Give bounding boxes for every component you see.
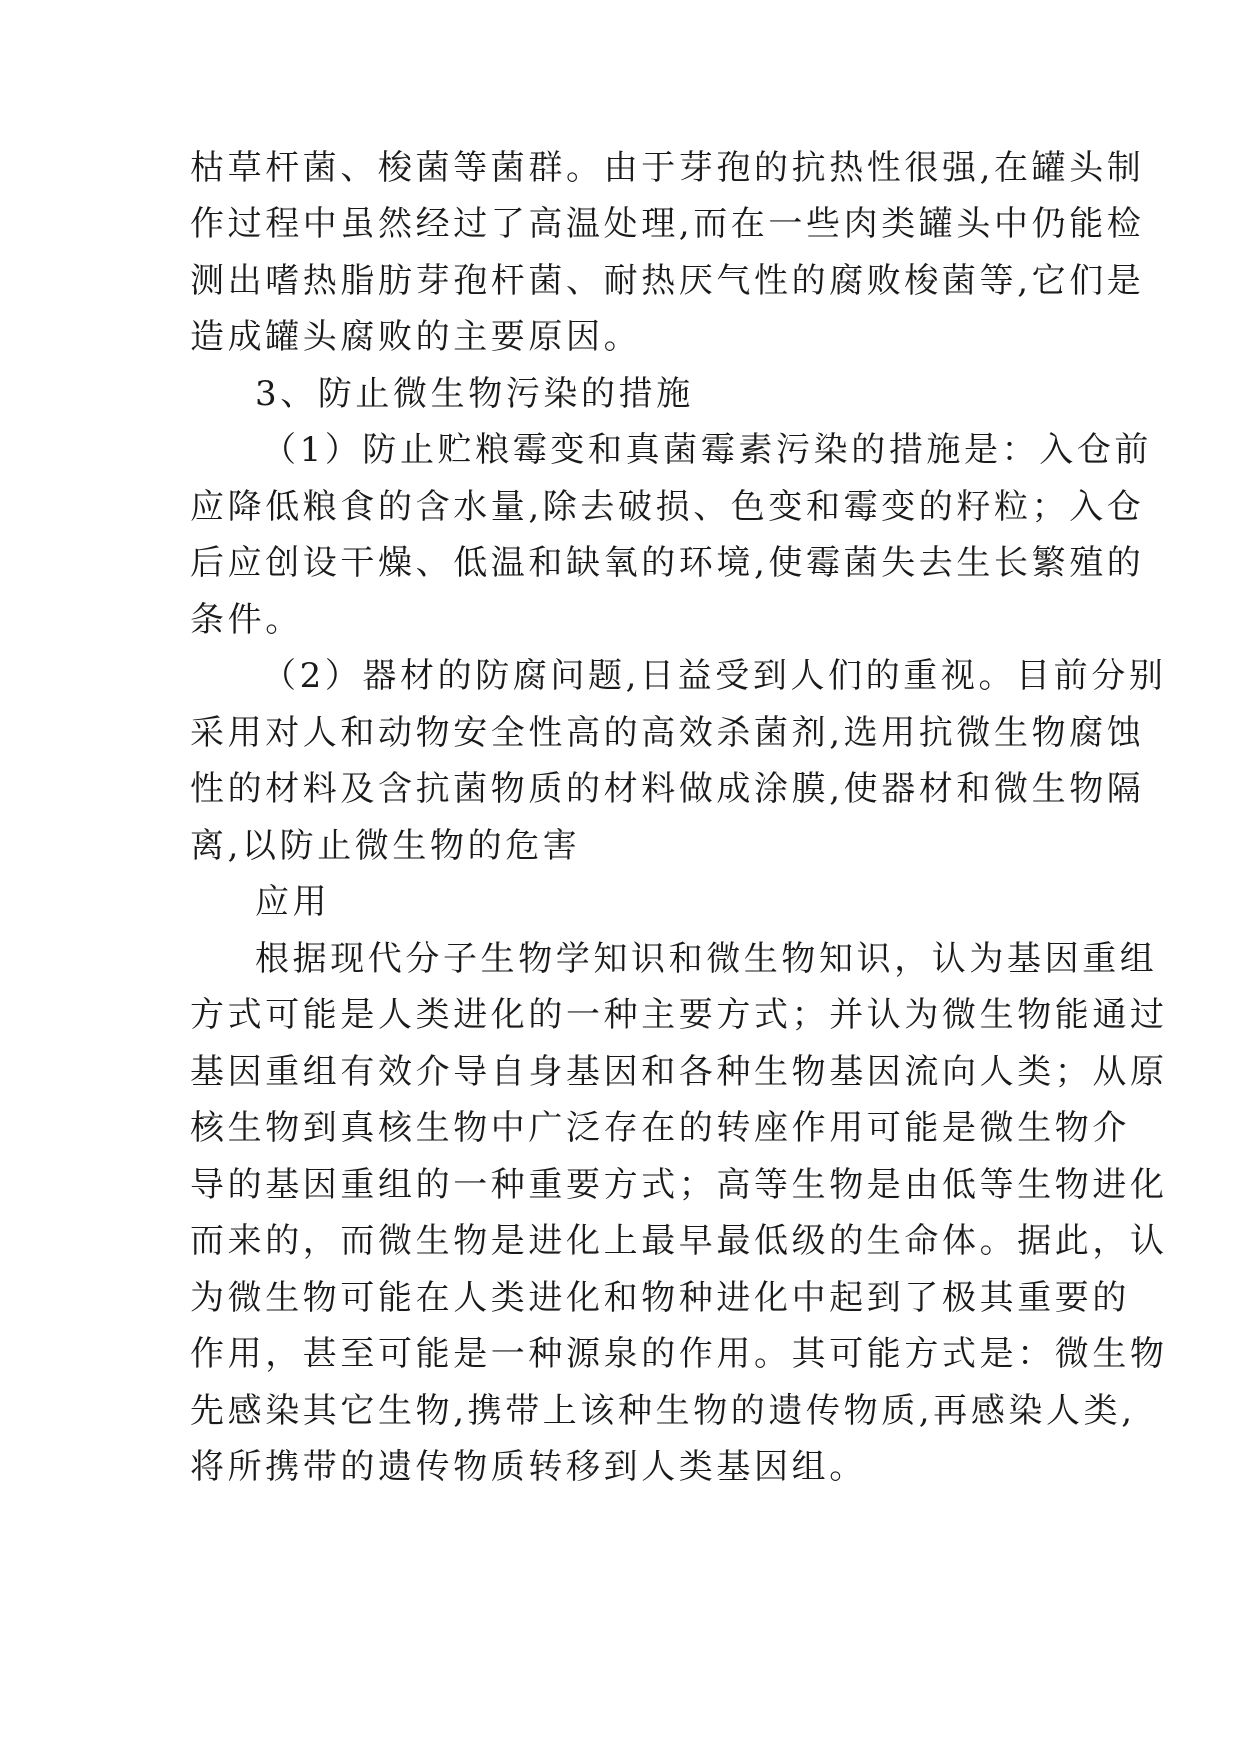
paragraph-line: （2）器材的防腐问题,日益受到人们的重视。目前分别 bbox=[262, 656, 1167, 696]
paragraph-line: 性的材料及含抗菌物质的材料做成涂膜,使器材和微生物隔 bbox=[190, 769, 1145, 809]
paragraph-line: 先感染其它生物,携带上该种生物的遗传物质,再感染人类, bbox=[190, 1391, 1136, 1431]
paragraph-line: 作过程中虽然经过了高温处理,而在一些肉类罐头中仍能检 bbox=[190, 204, 1145, 244]
section-heading: 3、防止微生物污染的措施 bbox=[255, 374, 694, 414]
paragraph-line: 枯草杆菌、梭菌等菌群。由于芽孢的抗热性很强,在罐头制 bbox=[190, 148, 1145, 188]
paragraph-line: 核生物到真核生物中广泛存在的转座作用可能是微生物介 bbox=[190, 1108, 1130, 1148]
paragraph-line: 为微生物可能在人类进化和物种进化中起到了极其重要的 bbox=[190, 1278, 1130, 1318]
paragraph-line: 采用对人和动物安全性高的高效杀菌剂,选用抗微生物腐蚀 bbox=[190, 713, 1145, 753]
paragraph-line: 根据现代分子生物学知识和微生物知识，认为基因重组 bbox=[255, 939, 1158, 979]
paragraph-line: 而来的，而微生物是进化上最早最低级的生命体。据此，认 bbox=[190, 1221, 1168, 1261]
paragraph-line: 方式可能是人类进化的一种主要方式；并认为微生物能通过 bbox=[190, 995, 1168, 1035]
section-heading: 应用 bbox=[255, 882, 331, 922]
paragraph-line: 基因重组有效介导自身基因和各种生物基因流向人类；从原 bbox=[190, 1052, 1168, 1092]
paragraph-line: 造成罐头腐败的主要原因。 bbox=[190, 317, 642, 357]
paragraph-line: 后应创设干燥、低温和缺氧的环境,使霉菌失去生长繁殖的 bbox=[190, 543, 1145, 583]
paragraph-line: 条件。 bbox=[190, 600, 303, 640]
paragraph-line: 应降低粮食的含水量,除去破损、色变和霉变的籽粒；入仓 bbox=[190, 487, 1145, 527]
paragraph-line: 将所携带的遗传物质转移到人类基因组。 bbox=[190, 1447, 867, 1487]
paragraph-line: 离,以防止微生物的危害 bbox=[190, 826, 581, 866]
paragraph-line: 测出嗜热脂肪芽孢杆菌、耐热厌气性的腐败梭菌等,它们是 bbox=[190, 261, 1145, 301]
paragraph-line: （1）防止贮粮霉变和真菌霉素污染的措施是：入仓前 bbox=[262, 430, 1153, 470]
paragraph-line: 作用，甚至可能是一种源泉的作用。其可能方式是：微生物 bbox=[190, 1334, 1168, 1374]
paragraph-line: 导的基因重组的一种重要方式；高等生物是由低等生物进化 bbox=[190, 1165, 1168, 1205]
